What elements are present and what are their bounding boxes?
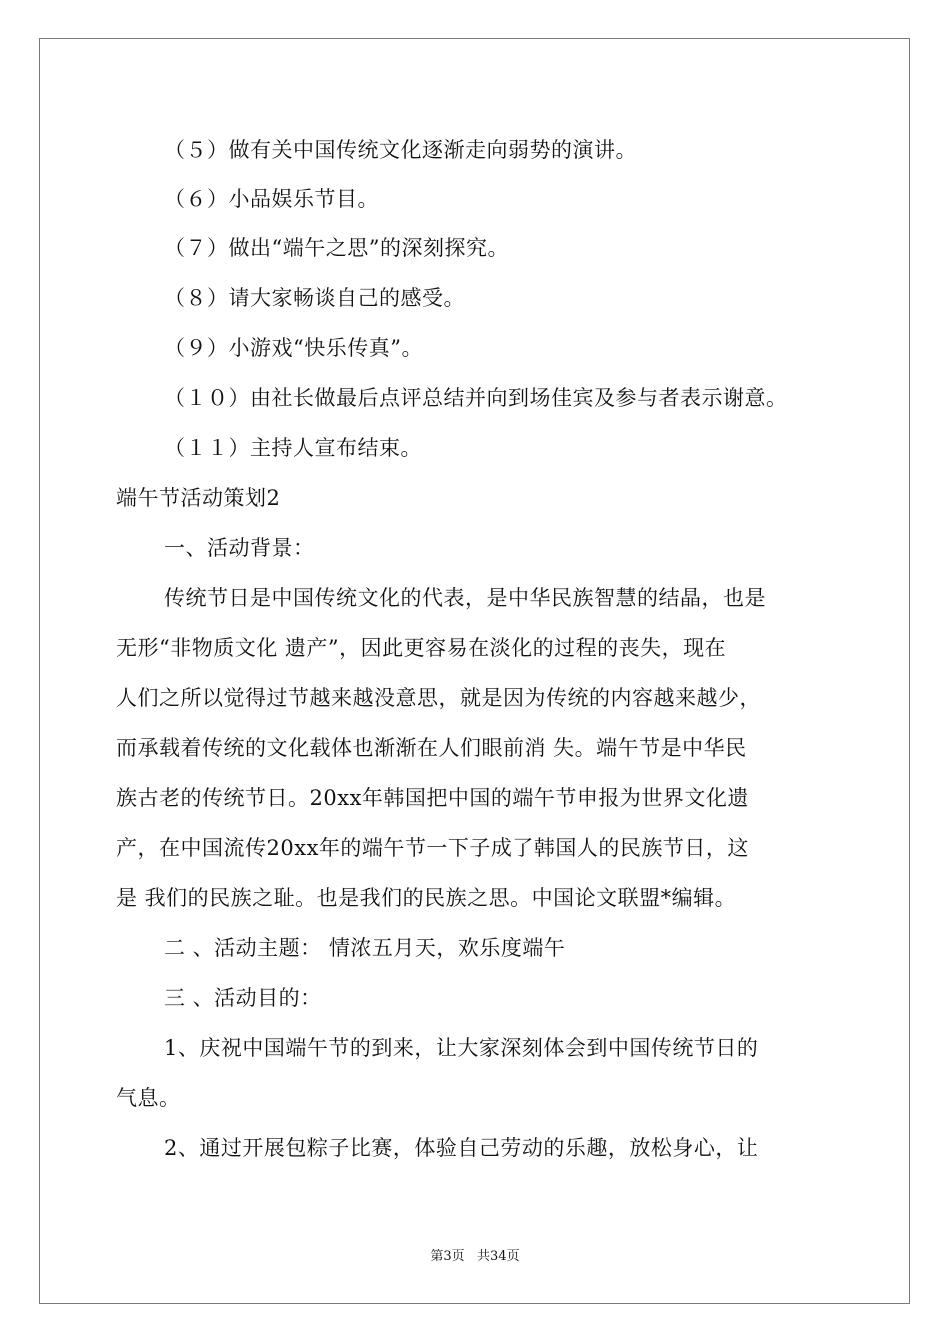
background-paragraph-line: 传统节日是中国传统文化的代表，是中华民族智慧的结晶，也是 [164, 586, 766, 610]
list-item-8: （８）请大家畅谈自己的感受。 [164, 286, 465, 310]
list-item-9: （９）小游戏“快乐传真”。 [164, 336, 423, 360]
section-title: 端午节活动策划2 [116, 486, 281, 510]
background-paragraph-line: 产，在中国流传20xx年的端午节一下子成了韩国人的民族节日，这 [116, 836, 749, 860]
list-item-5: （５）做有关中国传统文化逐渐走向弱势的演讲。 [164, 138, 637, 162]
list-item-7: （７）做出“端午之思”的深刻探究。 [164, 236, 509, 260]
background-paragraph-line: 人们之所以觉得过节越来越没意思，就是因为传统的内容越来越少， [116, 686, 761, 710]
heading-purpose: 三 、活动目的： [164, 986, 322, 1010]
purpose-1-line: 气息。 [116, 1086, 181, 1110]
page-footer: 第3页 共34页 [430, 1249, 520, 1264]
background-paragraph-line: 是 我们的民族之耻。也是我们的民族之思。中国论文联盟*编辑。 [116, 886, 737, 910]
list-item-6: （６）小品娱乐节目。 [164, 187, 379, 211]
list-item-10: （１０）由社长做最后点评总结并向到场佳宾及参与者表示谢意。 [164, 386, 788, 410]
heading-theme: 二 、活动主题： 情浓五月天，欢乐度端午 [164, 936, 566, 960]
heading-background: 一、活动背景： [164, 536, 315, 560]
purpose-2-line: 2、通过开展包粽子比赛，体验自己劳动的乐趣，放松身心，让 [164, 1136, 759, 1160]
background-paragraph-line: 族古老的传统节日。20xx年韩国把中国的端午节申报为世界文化遗 [116, 786, 749, 810]
list-item-11: （１１）主持人宣布结束。 [164, 436, 422, 460]
background-paragraph-line: 而承载着传统的文化载体也渐渐在人们眼前消 失。端午节是中华民 [116, 736, 747, 760]
page-border [39, 38, 910, 1304]
purpose-1-line: 1、庆祝中国端午节的到来，让大家深刻体会到中国传统节日的 [164, 1036, 759, 1060]
background-paragraph-line: 无形“非物质文化 遗产”，因此更容易在淡化的过程的丧失，现在 [116, 636, 727, 660]
